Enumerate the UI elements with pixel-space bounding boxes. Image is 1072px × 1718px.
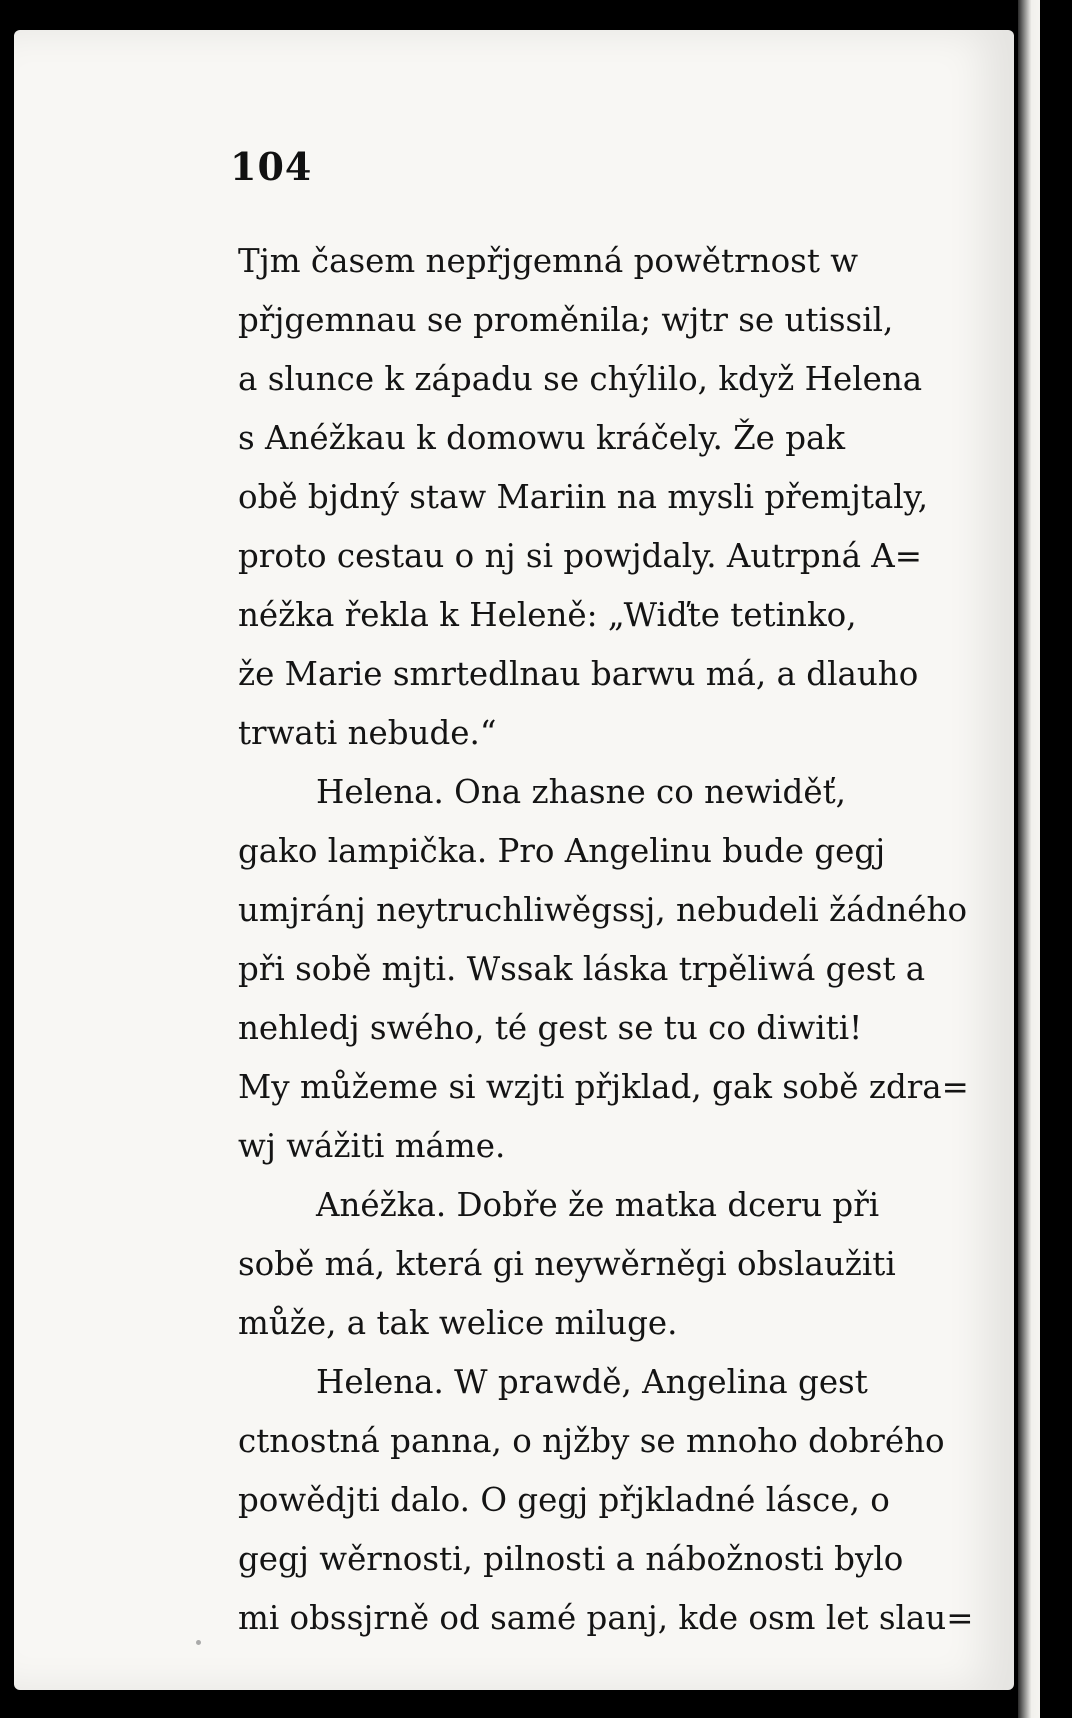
scan-speck (196, 1640, 201, 1645)
text-line: mi obssjrně od samé panj, kde osm let slau= (238, 1599, 974, 1637)
text-line: že Marie smrtedlnau barwu má, a dlauho (238, 655, 919, 693)
text-line: trwati nebude.“ (238, 714, 497, 752)
scan-border (1040, 0, 1072, 1718)
text-line: Helena. W prawdě, Angelina gest (316, 1363, 868, 1401)
text-line: ctnostná panna, o njžby se mnoho dobrého (238, 1422, 945, 1460)
body-text (238, 232, 974, 1648)
text-line: proto cestau o nj si powjdaly. Autrpná A= (238, 537, 923, 575)
text-line: Helena. Ona zhasne co newiděť, (316, 773, 846, 811)
text-line: může, a tak welice miluge. (238, 1304, 678, 1342)
text-line: gegj wěrnosti, pilnosti a nábožnosti bylo (238, 1540, 904, 1578)
text-line: umjránj neytruchliwěgssj, nebudeli žádného (238, 891, 968, 929)
text-line: wj wážiti máme. (238, 1127, 506, 1165)
text-line: My můžeme si wzjti přjklad, gak sobě zdra= (238, 1068, 969, 1106)
text-line: powědjti dalo. O gegj přjkladné lásce, o (238, 1481, 890, 1519)
text-line: sobě má, která gi neywěrněgi obslaužiti (238, 1245, 896, 1283)
text-line: néžka řekla k Heleně: „Wiďte tetinko, (238, 596, 857, 634)
text-line: gako lampička. Pro Angelinu bude gegj (238, 832, 886, 870)
text-line: při sobě mjti. Wssak láska trpěliwá gest a (238, 950, 926, 988)
text-line: nehledj swého, té gest se tu co diwiti! (238, 1009, 863, 1047)
page-number: 104 (230, 144, 313, 189)
text-line: obě bjdný staw Mariin na mysli přemjtaly, (238, 478, 929, 516)
text-line: s Anéžkau k domowu kráčely. Že pak (238, 419, 846, 457)
text-line: přjgemnau se proměnila; wjtr se utissil, (238, 301, 894, 339)
text-line: Anéžka. Dobře že matka dceru při (316, 1186, 880, 1224)
text-line: a slunce k západu se chýlilo, když Helena (238, 360, 923, 398)
text-line: Tjm časem nepřjgemná powětrnost w (238, 242, 859, 280)
